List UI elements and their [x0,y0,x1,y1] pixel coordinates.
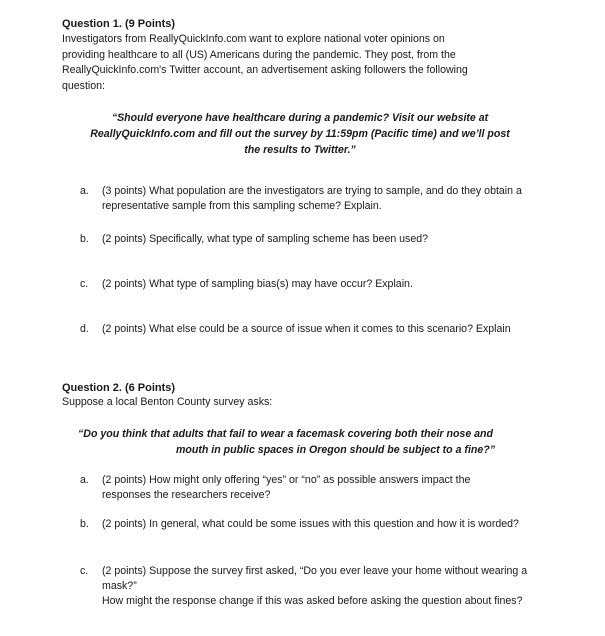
item-line: (2 points) Suppose the survey first asked, “Do you ever leave your home without wearing a [102,565,528,577]
item-line: (2 points) In general, what could be some issues with this question and how it is worded? [102,518,519,530]
intro-line: Investigators from ReallyQuickInfo.com want to explore national voter opinions on [62,33,445,45]
item-line: mask?” [102,580,137,592]
item-letter: b. [80,518,89,530]
item-line: (2 points) What else could be a source of issue when it comes to this scenario? Explain [102,323,511,335]
question-2-quote [70,426,520,458]
question-1-quote [60,110,540,158]
item-line: (2 points) How might only offering “yes” or “no” as possible answers impact the [102,474,471,486]
item-letter: a. [80,474,89,486]
item-text [102,277,413,292]
item-letter: b. [80,233,89,245]
item-letter: d. [80,323,89,335]
quote-line: mouth in public spaces in Oregon should be subject to a fine?” [176,444,496,456]
item-letter: a. [80,185,89,197]
item-text [102,184,522,214]
question-1-title: Question 1. (9 Points) [62,18,176,30]
question-1-intro [62,32,468,94]
item-text [102,564,527,609]
quote-line: the results to Twitter.” [244,144,356,156]
item-line: representative sample from this sampling scheme? Explain. [102,200,382,212]
item-line: responses the researchers receive? [102,489,271,501]
question-2-title: Question 2. (6 Points) [62,382,176,394]
item-text [102,232,428,247]
item-line: (2 points) What type of sampling bias(s) may have occur? Explain. [102,278,413,290]
intro-line: providing healthcare to all (US) Americans during the pandemic. They post, from the [62,48,456,61]
item-text [102,517,519,532]
item-line: How might the response change if this was asked before asking the question about fines? [102,595,523,607]
quote-line: ReallyQuickInfo.com and fill out the survey by 11:59pm (Pacific time) and we’ll post [90,128,510,140]
item-letter: c. [80,278,89,290]
item-letter: c. [80,565,89,577]
item-line: (2 points) Specifically, what type of sampling scheme has been used? [102,233,429,245]
item-line: (3 points) What population are the investigators are trying to sample, and do they obtain a [102,185,522,197]
intro-line: ReallyQuickInfo.com's Twitter account, an advertisement asking followers the following [62,64,468,76]
question-2-intro [62,395,272,411]
quote-line: “Do you think that adults that fail to wear a facemask covering both their nose and [78,428,493,440]
intro-line: Suppose a local Benton County survey asks: [62,396,273,408]
quote-line: “Should everyone have healthcare during a pandemic? Visit our website at [111,112,489,124]
intro-line: question: [62,79,105,92]
item-text [102,322,511,337]
item-text [102,473,470,503]
